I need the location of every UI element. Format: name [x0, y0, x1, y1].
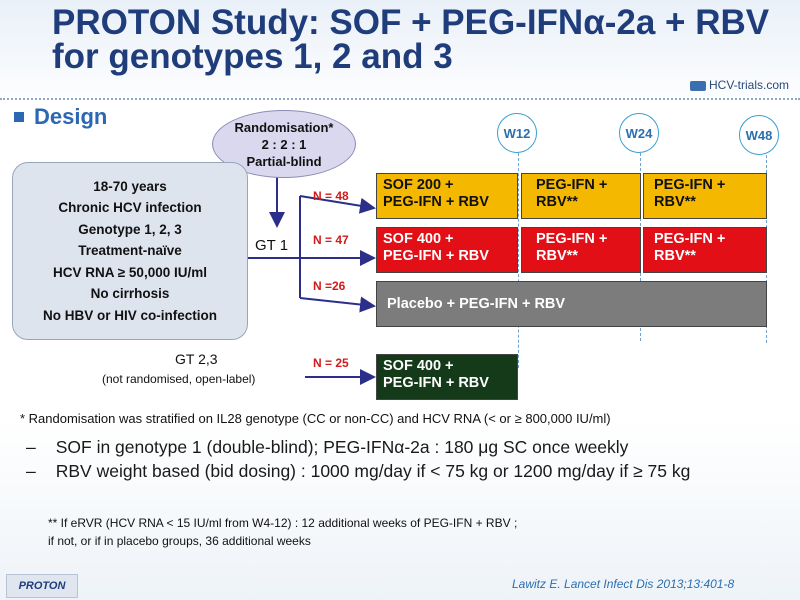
n-label-arm-1: N = 48 — [313, 189, 349, 203]
gt23-label: GT 2,3 — [175, 351, 218, 367]
dash-bullet-icon: – — [26, 461, 36, 481]
rvr-note-line-1: ** If eRVR (HCV RNA < 15 IU/ml from W4-12) : 12 additional weeks of PEG-IFN + RBV ; — [48, 516, 518, 530]
randomisation-line-1: Randomisation* — [234, 119, 334, 135]
arm-1-phase-2-line-2: RBV** — [536, 194, 578, 210]
gt1-label: GT 1 — [255, 237, 289, 254]
arm-3-arrow — [300, 298, 374, 306]
arm-1-phase-3-line-2: RBV** — [654, 194, 696, 210]
bullet-1-text: SOF in genotype 1 (double-blind); PEG-IFNα-2a : 180 μg SC once weekly — [55, 437, 629, 457]
criterion: No cirrhosis — [90, 286, 170, 302]
arm-1-phase-3-line-1: PEG-IFN + — [654, 177, 726, 193]
arm-3-placebo: Placebo + PEG-IFN + RBV — [376, 281, 767, 327]
gt23-sublabel: (not randomised, open-label) — [102, 372, 256, 386]
randomisation-footnote: * Randomisation was stratified on IL28 genotype (CC or non-CC) and HCV RNA (< or ≥ 800,000 IU/ml) — [20, 411, 611, 426]
arm-2-phase-1-line-1: SOF 400 + — [383, 231, 454, 247]
criterion: Genotype 1, 2, 3 — [78, 221, 182, 237]
arm-4-line-1: SOF 400 + — [383, 358, 454, 374]
n-label-arm-2: N = 47 — [313, 233, 349, 247]
arm-1-phase-2 — [521, 173, 641, 219]
title-line-1: PROTON Study: SOF + PEG-IFNα-2a + RBV — [52, 3, 770, 42]
citation: Lawitz E. Lancet Infect Dis 2013;13:401-8 — [512, 577, 735, 591]
week-marker-w12: W12 — [497, 113, 537, 153]
criterion: 18-70 years — [93, 178, 167, 194]
study-badge: PROTON — [6, 574, 78, 598]
week-marker-w48: W48 — [739, 115, 779, 155]
criterion: Treatment-naïve — [78, 243, 182, 259]
n-label-arm-3: N =26 — [313, 279, 346, 293]
criterion: Chronic HCV infection — [58, 200, 202, 216]
logo-text: HCV-trials.com — [709, 78, 790, 92]
dash-bullet-icon: – — [26, 437, 36, 457]
week-marker-w24: W24 — [619, 113, 659, 153]
criterion: No HBV or HIV co-infection — [42, 307, 217, 323]
section-heading: Design — [34, 104, 108, 129]
arm-2-phase-2 — [521, 227, 641, 273]
arm-1-phase-3 — [643, 173, 767, 219]
arm-2-phase-1 — [376, 227, 518, 273]
arm-2-phase-1-line-2: PEG-IFN + RBV — [383, 248, 489, 264]
rvr-note-line-2: if not, or if in placebo groups, 36 additional weeks — [48, 534, 311, 548]
arm-2-phase-2-line-2: RBV** — [536, 248, 578, 264]
title-line-2: for genotypes 1, 2 and 3 — [52, 37, 453, 76]
inclusion-criteria-box — [12, 162, 248, 340]
week-12-line — [518, 153, 519, 368]
arm-4-line-2: PEG-IFN + RBV — [383, 375, 489, 391]
arm-1-phase-1-line-1: SOF 200 + — [383, 177, 454, 193]
arm-4-phase-1 — [376, 354, 518, 400]
arm-2-phase-3-line-1: PEG-IFN + — [654, 231, 726, 247]
randomisation-line-2: 2 : 2 : 1 — [261, 136, 307, 152]
n-label-arm-4: N = 25 — [313, 356, 349, 370]
bullet-2-text: RBV weight based (bid dosing) : 1000 mg/day if < 75 kg or 1200 mg/day if ≥ 75 kg — [55, 461, 691, 481]
arm-1-phase-2-line-1: PEG-IFN + — [536, 177, 608, 193]
randomisation-line-3: Partial-blind — [246, 153, 322, 169]
arm-2-phase-3 — [643, 227, 767, 273]
arm-2-phase-3-line-2: RBV** — [654, 248, 696, 264]
criterion: HCV RNA ≥ 50,000 IU/ml — [53, 264, 207, 280]
bullet-2 — [26, 461, 690, 482]
arm-1-phase-1-line-2: PEG-IFN + RBV — [383, 194, 489, 210]
bullet-1 — [26, 437, 628, 458]
arm-1-phase-1 — [376, 173, 518, 219]
arm-2-phase-2-line-1: PEG-IFN + — [536, 231, 608, 247]
